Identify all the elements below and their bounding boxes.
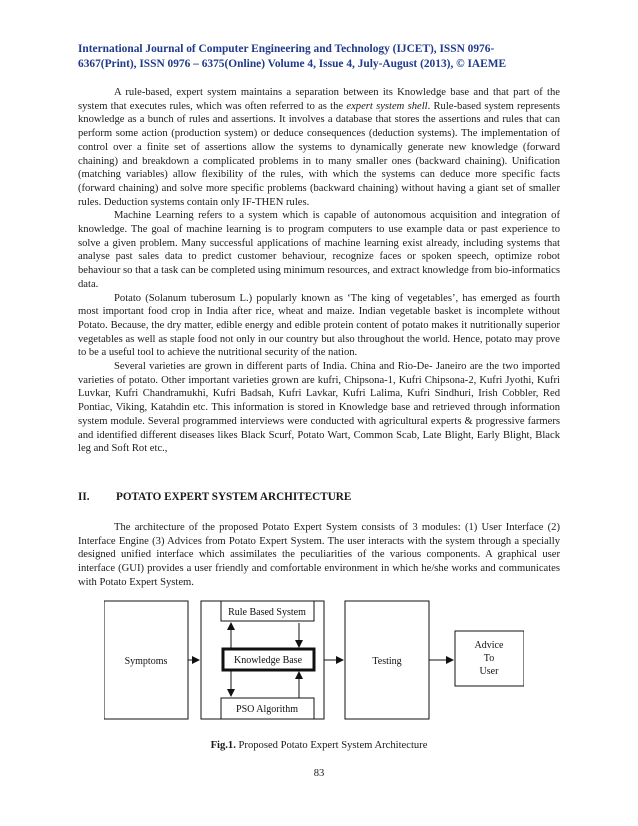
figure-caption (0, 740, 638, 751)
expert-system-shell-term: expert system shell (346, 100, 428, 112)
testing-label: Testing (372, 656, 402, 667)
advice-label-line-1: Advice (474, 640, 504, 651)
architecture-diagram-svg (104, 598, 524, 728)
section-heading (78, 491, 351, 503)
journal-header-line-2: 6367(Print), ISSN 0976 – 6375(Online) Volume 4, Issue 4, July-August (2013), © IAEME (78, 58, 507, 70)
paragraph-potato: Potato (Solanum tuberosum L.) popularly known as ‘The king of vegetables’, has emerged as fourth most important food crop in India after rice, wheat and maize. Indian vegetable basket is incomplete without Potato. Because, the dry matter, edible energy and edible protein content of potato makes it nutritionally superior vegetables as well as staple food not only in our country but also throughout the world. Hence, potato may prove to be a useful tool to achieve the nutritional security of the nation. (78, 292, 560, 359)
pso-algorithm-label: PSO Algorithm (236, 704, 298, 715)
paragraph-varieties: Several varieties are grown in different parts of India. China and Rio-De- Janeiro are the two imported varieties of potato. Other important varieties grown are kufri, Chipsona-1, Kufri Chipsona-2, Kufri Jyothi, Kufri Luvkar, Kufri Chandramukhi, Kufri Badsah, Kufri Lavkar, Kufri Lalima, Kufri Sindhuri, Irish Cobbler, Red Pontiac, Viking, Katahdin etc. This information is stored in Knowledge base and retrieved through information system module. Several programmed interviews were conducted with agricultural experts & progressive farmers and identified different diseases likes Black Scurf, Potato Wart, Common Scab, Late Blight, Early Blight, Black leg and Soft Rot etc., (78, 361, 560, 455)
body-text (78, 86, 560, 456)
architecture-text (78, 521, 560, 590)
paragraph-rule-based-start: A rule-based, expert system maintains a separation between its Knowledge base and that part of the system that executes rules, which was often referred to as the (78, 87, 560, 112)
paragraph-rule-based (78, 86, 560, 209)
figure-caption-label: Fig.1. (210, 740, 236, 751)
figure-caption-text: Proposed Potato Expert System Architecture (235, 740, 428, 751)
section-number: II. (78, 491, 90, 503)
knowledge-base-label: Knowledge Base (233, 655, 303, 666)
symptoms-label: Symptoms (124, 656, 168, 667)
rule-based-system-label: Rule Based System (228, 607, 306, 618)
journal-header-line-1: International Journal of Computer Engineering and Technology (IJCET), ISSN 0976- (78, 43, 495, 55)
page-number: 83 (313, 768, 325, 779)
advice-label-line-3: User (479, 666, 499, 677)
paragraph-machine-learning: Machine Learning refers to a system which is capable of autonomous acquisition and integration of knowledge. The goal of machine learning is to program computers to use example data or past experience to solve a given problem. Many successful applications of machine learning exist already, including systems that analyse past sales data to predict customer behaviour, recognize faces or spoken speech, optimize robot behaviour so that a task can be completed using minimum resources, and extract knowledge from bio-informatics data. (78, 210, 560, 290)
architecture-diagram (104, 598, 524, 728)
section-title: POTATO EXPERT SYSTEM ARCHITECTURE (116, 491, 352, 503)
paragraph-rule-based-end: . Rule-based system represents knowledge as a bunch of rules and assertions. It involves a database that stores the assertions and rules that can perform some action (production system) or deduce consequences (deduction systems). The implementation of control over a finite set of assertions allow the systems to dynamically generate new knowledge (forward chaining) and breakdown a complicated problems in to many smaller ones (backward chaining). Unification (matching variables) allow flexibility of the rules, with which the systems can deduce more specific facts (forward chaining) and solve more specific problems (backward chaining) without having a giant set of smaller rules. Deduction systems contain only IF-THEN rules. (78, 100, 561, 208)
paragraph-architecture: The architecture of the proposed Potato Expert System consists of 3 modules: (1) User Interface (2) Interface Engine (3) Advices from Potato Expert System. The user interacts with the system through a specially designed unified interface which assimilates the peculiarities of the various components. A graphical user interface (GUI) provides a user friendly and comfortable environment in which he/she works and communicates with Potato Expert System. (78, 522, 560, 588)
advice-label-line-2: To (483, 653, 495, 664)
journal-header (78, 42, 560, 72)
